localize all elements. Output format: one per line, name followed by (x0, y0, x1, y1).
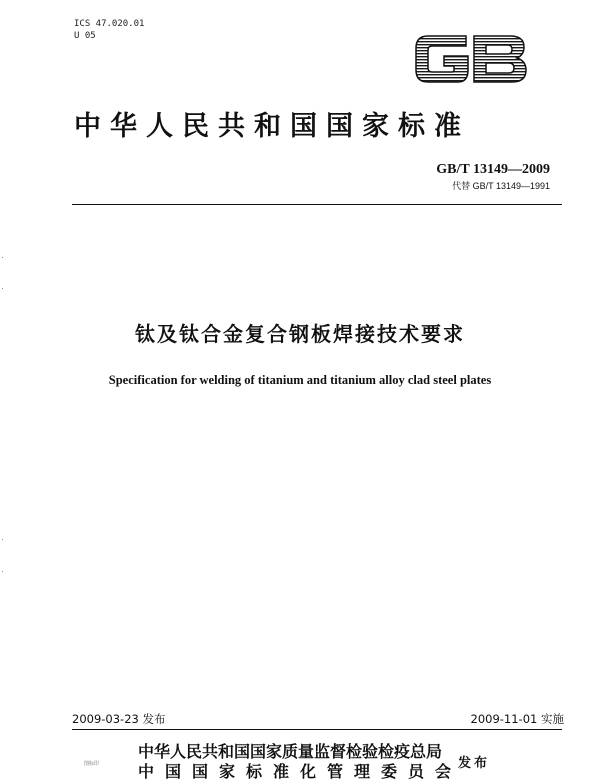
gb-logo-icon (410, 26, 530, 90)
bottom-divider (72, 729, 562, 730)
issuer-sac: 中国国家标准化管理委员会 (138, 762, 463, 781)
scan-mark (2, 539, 3, 540)
standard-number: GB/T 13149—2009 (436, 162, 550, 177)
ics-code: ICS 47.020.01 (74, 19, 145, 29)
issuer-aqsiq: 中华人民共和国国家质量监督检验检疫总局 (138, 742, 443, 761)
replaces-standard: 代替 GB/T 13149—1991 (452, 181, 550, 191)
publish-label: 发布 (458, 756, 491, 771)
national-standard-title: 中华人民共和国国家标准 (74, 111, 470, 142)
scan-mark (2, 257, 3, 258)
document-title-en: Specification for welding of titanium and titanium alloy clad steel plates (108, 373, 492, 387)
top-divider (72, 204, 562, 205)
standard-codes (436, 162, 550, 192)
gb-logo (410, 26, 530, 90)
implementation-date: 2009-11-01 实施 (470, 712, 564, 726)
document-title-cn: 钛及钛合金复合钢板焊接技术要求 (135, 322, 465, 346)
seal-mark: 图标印 (84, 761, 100, 767)
scan-mark (2, 288, 3, 289)
classification-codes (74, 18, 144, 42)
issue-date: 2009-03-23 发布 (72, 712, 166, 726)
class-code: U 05 (74, 31, 96, 41)
scan-mark (2, 571, 3, 572)
